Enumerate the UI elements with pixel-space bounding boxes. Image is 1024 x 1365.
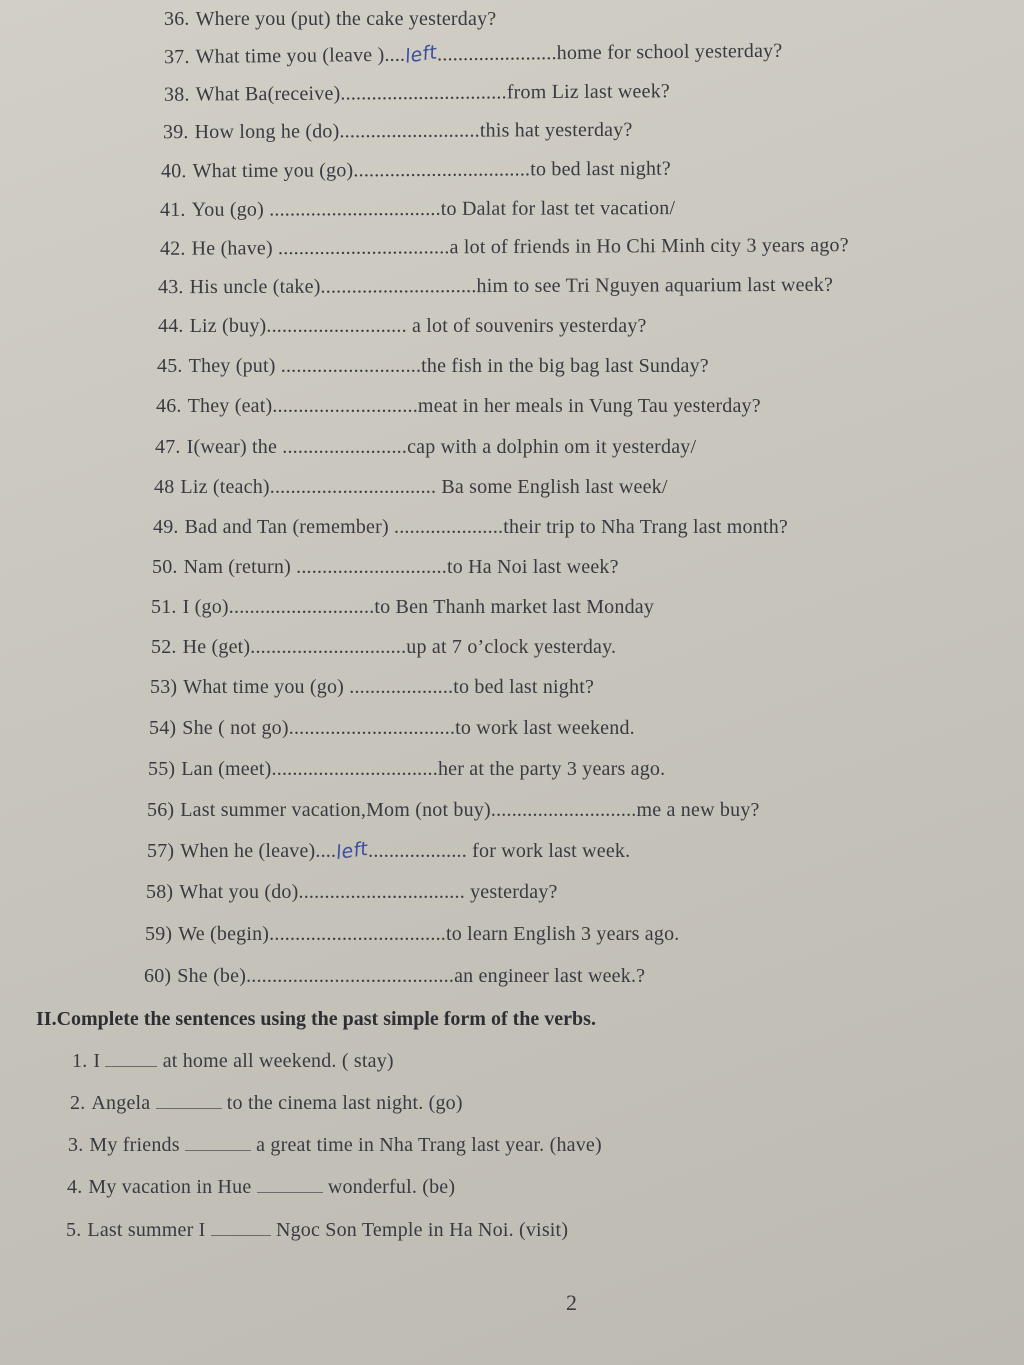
exercise-58 xyxy=(146,880,558,904)
exercise-40 xyxy=(161,157,671,184)
handwritten-answer: left xyxy=(334,837,370,865)
exercise-text: They (put) ...........................the fish in the big bag last Sunday? xyxy=(188,355,709,377)
item-number: 3. xyxy=(68,1134,84,1156)
exercise-38 xyxy=(164,79,670,107)
item-before: My friends xyxy=(89,1134,180,1156)
exercise-number: 56) xyxy=(147,799,175,821)
exercise-text: He (get)..............................up at 7 o’clock yesterday. xyxy=(182,636,617,658)
exercise-text: When he (leave).... xyxy=(180,840,337,862)
item-before: Last summer I xyxy=(87,1219,206,1241)
exercise-text: What time you (go) ....................to bed last night? xyxy=(183,676,595,698)
exercise-text: She (be)........................................an engineer last week.? xyxy=(177,965,646,987)
exercise-39 xyxy=(163,118,633,144)
exercise-text: His uncle (take)..............................him to see Tri Nguyen aquarium last week? xyxy=(189,273,834,299)
answer-blank[interactable] xyxy=(185,1132,251,1151)
exercise-text: Where you (put) the cake yesterday? xyxy=(195,8,497,30)
exercise-text: .......................home for school yesterday? xyxy=(436,39,783,66)
exercise-text: We (begin)..................................to learn English 3 years ago. xyxy=(178,923,680,945)
completion-item-5 xyxy=(66,1217,568,1242)
exercise-text: I (go)............................to Ben Thanh market last Monday xyxy=(182,596,655,618)
exercise-text: Nam (return) .............................to Ha Noi last week? xyxy=(183,556,619,578)
completion-item-4 xyxy=(67,1174,455,1199)
completion-item-1 xyxy=(72,1048,394,1073)
exercise-text: How long he (do)...........................this hat yesterday? xyxy=(194,118,633,144)
item-before: I xyxy=(93,1050,101,1072)
completion-item-2 xyxy=(70,1090,463,1115)
answer-blank[interactable] xyxy=(105,1048,157,1067)
exercise-36 xyxy=(164,7,496,31)
exercise-text: Bad and Tan (remember) .....................their trip to Nha Trang last month? xyxy=(184,516,788,538)
exercise-number: 47. xyxy=(155,436,181,458)
exercise-number: 53) xyxy=(150,676,178,698)
exercise-number: 52. xyxy=(151,636,177,658)
completion-item-3 xyxy=(68,1132,602,1157)
exercise-number: 60) xyxy=(144,965,172,987)
exercise-text: You (go) .................................to Dalat for last tet vacation/ xyxy=(191,197,676,221)
exercise-number: 49. xyxy=(153,516,179,538)
exercise-43 xyxy=(158,273,833,299)
exercise-44 xyxy=(158,314,647,338)
item-number: 2. xyxy=(70,1092,86,1114)
handwritten-answer: left xyxy=(403,41,439,68)
exercise-number: 48 xyxy=(154,476,175,498)
exercise-number: 58) xyxy=(146,881,174,903)
exercise-number: 36. xyxy=(164,8,190,30)
exercise-text: He (have) .................................a lot of friends in Ho Chi Minh city 3 years ago? xyxy=(191,234,849,260)
exercise-text: Last summer vacation,Mom (not buy)............................me a new buy? xyxy=(180,799,760,821)
item-before: Angela xyxy=(91,1092,151,1114)
exercise-number: 43. xyxy=(157,276,184,299)
exercise-number: 37. xyxy=(163,45,190,69)
exercise-text: What time you (leave ).... xyxy=(195,43,406,68)
item-before: My vacation in Hue xyxy=(88,1176,252,1198)
exercise-number: 57) xyxy=(147,840,175,862)
answer-blank[interactable] xyxy=(257,1174,323,1193)
item-number: 4. xyxy=(67,1176,83,1198)
exercise-number: 50. xyxy=(152,556,178,578)
exercise-55 xyxy=(148,757,665,781)
exercise-number: 45. xyxy=(157,355,183,377)
exercise-text: Lan (meet)................................her at the party 3 years ago. xyxy=(181,758,666,780)
exercise-45 xyxy=(157,354,709,378)
exercise-56 xyxy=(147,798,760,822)
exercise-60 xyxy=(144,964,645,988)
exercise-54 xyxy=(149,716,635,740)
exercise-42 xyxy=(160,233,849,261)
exercise-52 xyxy=(151,635,616,659)
exercise-number: 54) xyxy=(149,717,177,739)
exercise-number: 44. xyxy=(158,315,184,337)
exercise-text: She ( not go)................................to work last weekend. xyxy=(182,717,635,739)
exercise-number: 42. xyxy=(159,237,186,260)
item-after: Ngoc Son Temple in Ha Noi. (visit) xyxy=(275,1219,569,1241)
exercise-text: What time you (go)..................................to bed last night? xyxy=(192,157,672,183)
exercise-37 xyxy=(164,39,783,69)
exercise-50 xyxy=(152,555,619,579)
item-number: 1. xyxy=(72,1050,88,1072)
item-after: at home all weekend. ( stay) xyxy=(162,1050,394,1072)
answer-blank[interactable] xyxy=(211,1217,271,1236)
answer-blank[interactable] xyxy=(156,1090,222,1109)
exercise-number: 55) xyxy=(148,758,176,780)
exercise-text: ................... for work last week. xyxy=(368,840,631,862)
exercise-53 xyxy=(150,675,594,699)
item-number: 5. xyxy=(66,1219,82,1241)
exercise-text: I(wear) the ........................cap with a dolphin om it yesterday/ xyxy=(186,436,697,458)
item-after: a great time in Nha Trang last year. (have) xyxy=(256,1134,602,1156)
exercise-57 xyxy=(147,839,630,863)
exercise-number: 40. xyxy=(160,160,187,183)
exercise-59 xyxy=(145,922,680,946)
exercise-number: 46. xyxy=(156,395,182,417)
exercise-number: 59) xyxy=(145,923,173,945)
item-after: wonderful. (be) xyxy=(327,1176,456,1198)
exercise-text: Liz (buy)........................... a lot of souvenirs yesterday? xyxy=(189,315,647,337)
exercise-number: 41. xyxy=(159,198,186,221)
exercise-49 xyxy=(153,515,788,539)
section-heading: II.Complete the sentences using the past simple form of the verbs. xyxy=(36,1008,596,1030)
exercise-text: Liz (teach)................................ Ba some English last week/ xyxy=(180,476,668,498)
exercise-text: What you (do)................................ yesterday? xyxy=(179,881,558,903)
exercise-46 xyxy=(156,394,761,418)
exercise-51 xyxy=(151,595,654,619)
exercise-text: They (eat)............................meat in her meals in Vung Tau yesterday? xyxy=(187,395,761,417)
page-number: 2 xyxy=(566,1290,577,1315)
exercise-48 xyxy=(154,475,668,499)
exercise-number: 39. xyxy=(162,121,189,144)
exercise-41 xyxy=(160,196,675,222)
exercise-number: 51. xyxy=(151,596,177,618)
exercise-47 xyxy=(155,435,696,459)
exercise-text: What Ba(receive)................................from Liz last week? xyxy=(195,80,671,106)
item-after: to the cinema last night. (go) xyxy=(226,1092,463,1114)
exercise-number: 38. xyxy=(163,83,190,106)
